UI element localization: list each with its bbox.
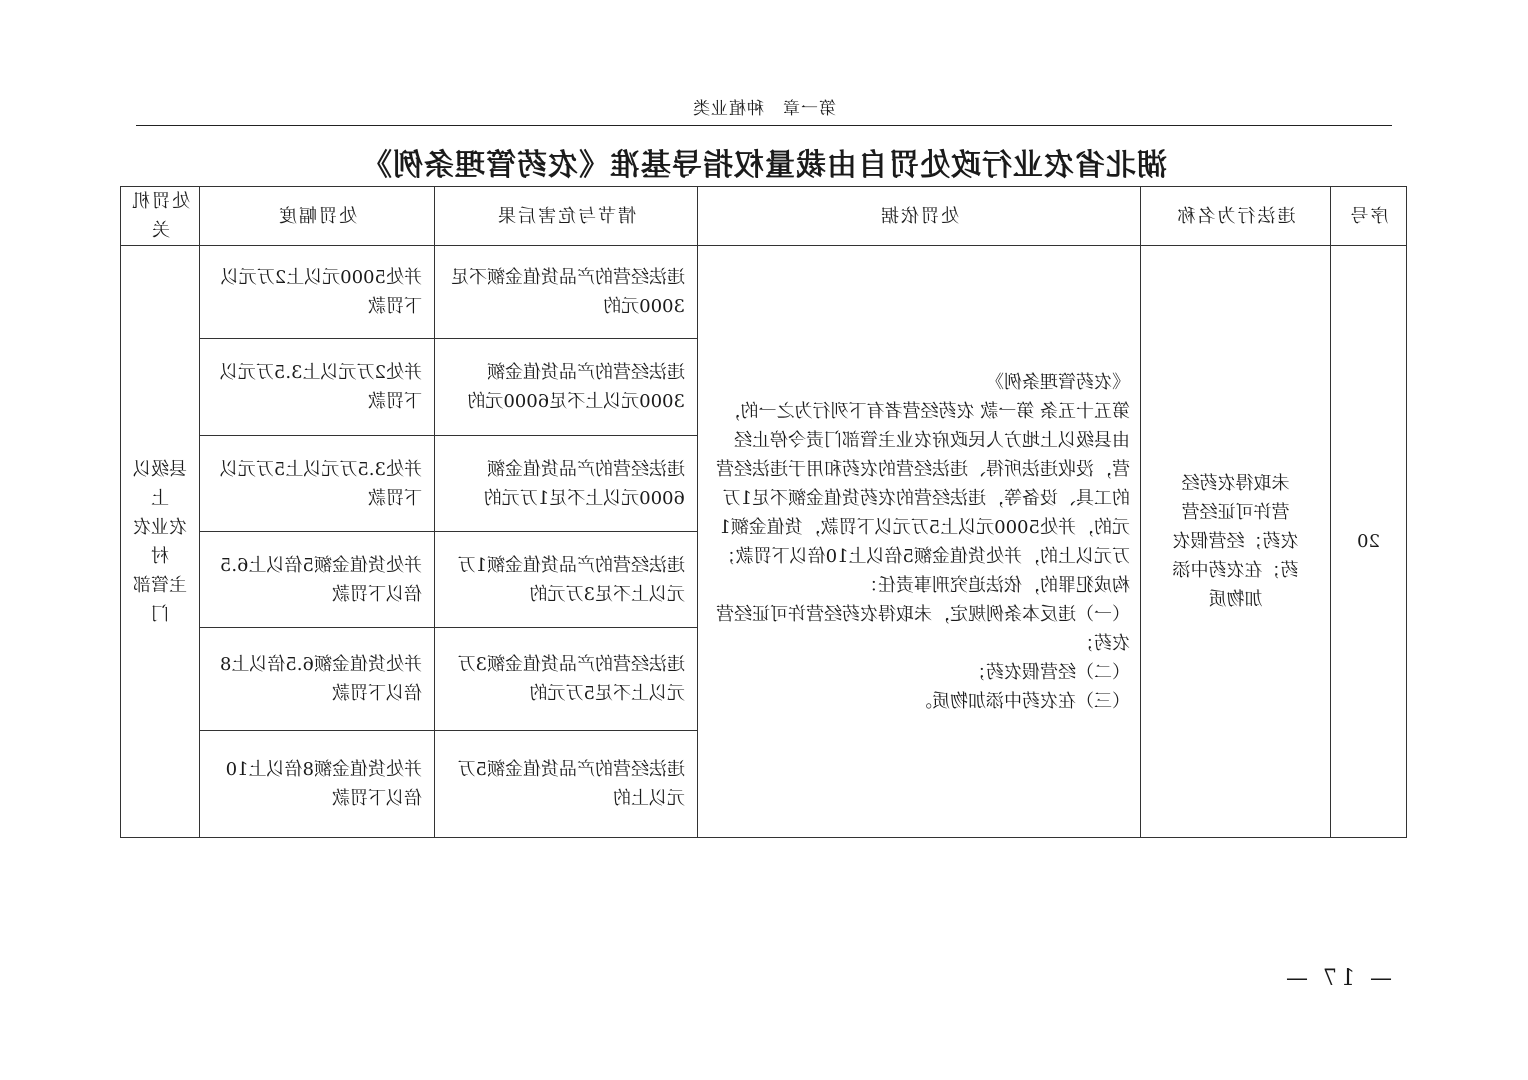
circumstance-cell [435,436,698,532]
authority-text: 县级以上 农业农村 主管部门 [133,458,187,625]
violation-name: 未取得农药经 营许可证经营 农药；经营假农 药；在农药中添 加物质 [1172,473,1299,610]
penalty-table [120,186,1407,838]
range-cell [200,532,435,628]
authority-cell [121,246,200,838]
col-header-basis: 处罚依据 [698,187,1141,246]
range-text: 并处2万元以上3.5万元以下罚款 [219,362,422,412]
document-title: 湖北省农业行政处罚自由裁量权指导基准《农药管理条例》 [361,148,1167,183]
range-text: 并处5000元以上2万元以下罚款 [220,267,422,317]
range-cell [200,436,435,532]
range-text: 并处货值金额5倍以上6.5倍以下罚款 [219,554,422,605]
header-rule [136,125,1392,126]
violation-name-cell [1141,246,1331,838]
circumstance-cell [435,628,698,731]
basis-cell [698,246,1141,838]
table-row [121,246,1407,339]
range-text: 并处货值金额8倍以上10倍以下罚款 [225,759,422,809]
col-header-range: 处罚幅度 [200,187,435,246]
range-cell [200,339,435,436]
seq-number: 20 [1357,531,1380,552]
circumstance-cell [435,246,698,339]
circumstance-text: 违法经营的产品货值金额1万元以上不足3万元的 [457,554,685,605]
circumstance-text: 违法经营的产品货值金额不足3000元的 [451,267,685,317]
range-text: 并处3.5万元以上5万元以下罚款 [219,458,422,509]
range-cell [200,246,435,339]
running-header: 第一章 种植业类 [692,99,836,119]
basis-text: 《农药管理条例》 第五十五条 第一款 农药经营者有下列行为之一的，由县级以上地方人民政府农业主管部门责令停止经营，没收违法所得、违法经营的农药和用于违法经营的工具、设备等，违法经营的农药货值金额不足1万元的，并处5000元以上5万元以下罚款，货值金额1万元以上的，并处货值金额5倍以上10倍以下罚款；构成犯罪的，依法追究刑事责任： （一）违反本条例规定，未取得农药经营许可证经营农药； （二）经营假农药； （三）在农药中添加物质。 [716,371,1130,712]
col-header-violation: 违法行为名称 [1141,187,1331,246]
circumstance-text: 违法经营的产品货值金额3000元以上不足6000元的 [467,362,685,412]
range-cell [200,731,435,838]
seq-cell [1331,246,1407,838]
col-header-authority: 处罚机关 [121,187,200,246]
range-cell [200,628,435,731]
table-header-row [121,187,1407,246]
circumstance-cell [435,731,698,838]
circumstance-text: 违法经营的产品货值金额5万元以上的 [457,759,685,809]
page-number: — 17 — [1282,966,1392,991]
col-header-circumstance: 情节与危害后果 [435,187,698,246]
circumstance-text: 违法经营的产品货值金额3万元以上不足5万元的 [457,654,685,704]
col-header-seq: 序号 [1331,187,1407,246]
range-text: 并处货值金额6.5倍以上8倍以下罚款 [219,654,422,704]
circumstance-cell [435,339,698,436]
circumstance-cell [435,532,698,628]
circumstance-text: 违法经营的产品货值金额6000元以上不足1万元的 [483,458,685,509]
